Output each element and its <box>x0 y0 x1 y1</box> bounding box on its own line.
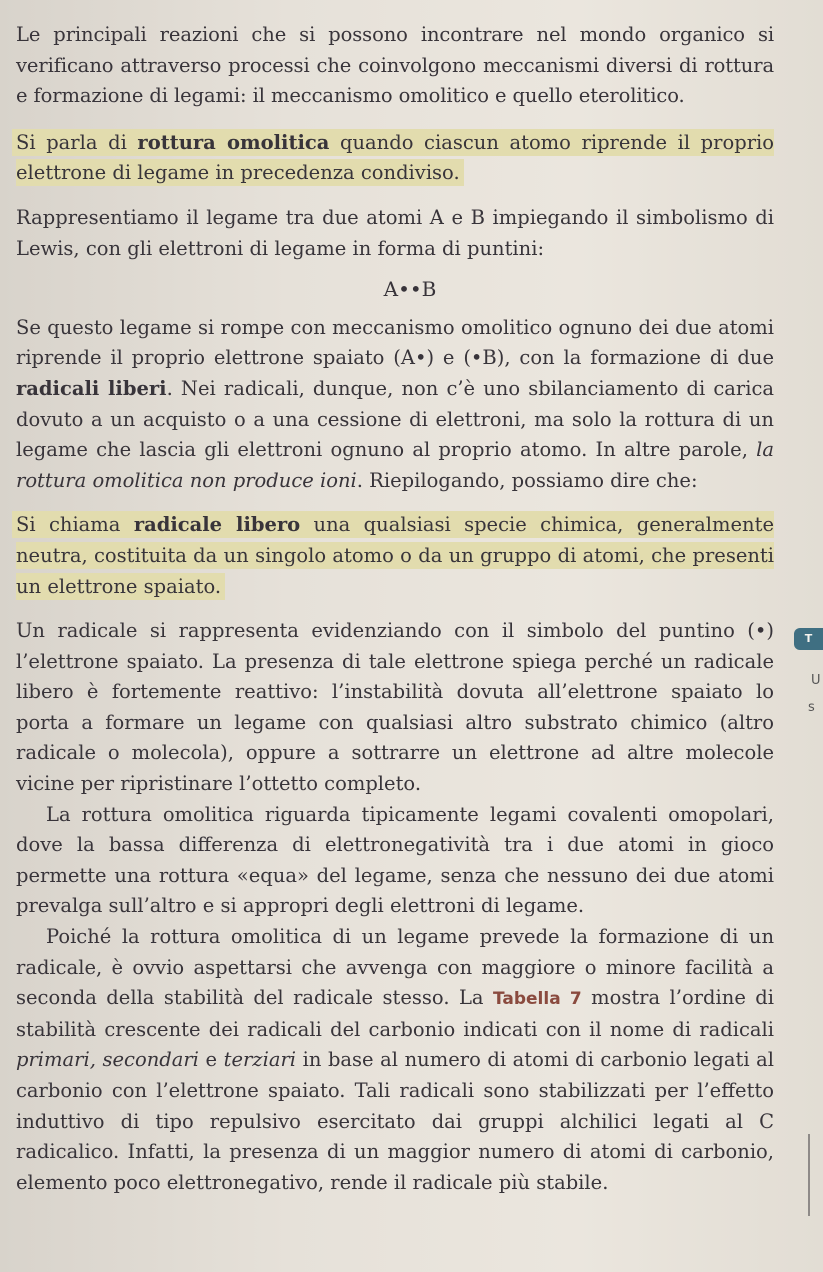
paragraph-stabilita: Poiché la rottura omolitica di un legame prevede la formazione di un radicale, è ovvio aspettarsi che avvenga con maggiore o minore facilità a seconda della stabilità del radicale stesso. La Tabella 7 mostra l’ordine di stabilità crescente dei radicali del carbonio indicati con il nome di radicali primari, secondari e terziari in base al numero di atomi di carbonio legati al carbonio con l’elettrone spaiato. Tali radicali sono stabilizzati per l’effetto induttivo di tipo repulsivo esercitato dai gruppi alchilici legati al C radicalico. Infatti, la presenza di un maggior numero di atomi di carbonio, elemento poco elettronegativo, rende il radicale più stabile. <box>16 925 775 1194</box>
italic-conclusion: la rottura omolitica non produce ioni <box>16 438 774 492</box>
paragraph-rottura: Se questo legame si rompe con meccanismo omolitico ognuno dei due atomi riprende il proprio elettrone spaiato (A•) e (•B), con la formazione di due radicali liberi. Nei radicali, dunque, non c’è uno sbilanciamento di carica dovuto a un acquisto o a una cessione di elettroni, ma solo la rottura di un legame che lascia gli elettroni ognuno al proprio atomo. In altre parole, la rottura omolitica non produce ioni. Riepilogando, possiamo dire che: <box>16 315 775 492</box>
term-radicali-liberi: radicali liberi <box>16 376 167 400</box>
margin-tab: T <box>794 628 823 650</box>
paragraph-intro: Le principali reazioni che si possono incontrare nel mondo organico si verificano attraverso processi che coinvolgono meccanismi diversi di rottura e formazione di legami: il meccanismo omolitico e quello eterolitico. <box>16 23 774 108</box>
table-reference[interactable]: Tabella 7 <box>492 989 582 1010</box>
definition-rottura-omolitica: Si parla di rottura omolitica quando ciascun atomo riprende il proprio elettrone di legame in precedenza condiviso. <box>16 128 774 189</box>
paragraph-lewis: Rappresentiamo il legame tra due atomi A e B impiegando il simbolismo di Lewis, con gli elettroni di legame in forma di puntini: <box>16 205 774 260</box>
term-rottura-omolitica: rottura omolitica <box>137 130 330 154</box>
margin-divider <box>808 1134 810 1216</box>
text-column <box>16 20 774 1198</box>
definition-radicale-libero: Si chiama radicale libero una qualsiasi specie chimica, generalmente neutra, costituita da un singolo atomo o da un gruppo di atomi, che presenti un elettrone spaiato. <box>16 510 774 602</box>
lewis-formula: A••B <box>383 277 437 302</box>
paragraph-covalenti: La rottura omolitica riguarda tipicamente legami covalenti omopolari, dove la bassa differenza di elettronegatività tra i due atomi in gioco permette una rottura «equa» del legame, senza che nessuno dei due atomi prevalga sull’altro e si appropri degli elettroni di legame. <box>16 802 774 918</box>
paragraph-radicale: Un radicale si rappresenta evidenziando con il simbolo del puntino (•) l’elettrone spaiato. La presenza di tale elettrone spiega perché un radicale libero è fortemente reattivo: l’instabilità dovuta all’elettrone spaiato lo porta a formare un legame con qualsiasi altro substrato chimico (altro radicale o molecola), oppure a sottrarre un elettrone ad altre molecole vicine per ripristinare l’ottetto completo. <box>16 619 774 796</box>
margin-letter-s: s <box>808 700 815 715</box>
term-radicale-libero: radicale libero <box>133 513 301 537</box>
margin-letter-u: U <box>811 673 821 688</box>
